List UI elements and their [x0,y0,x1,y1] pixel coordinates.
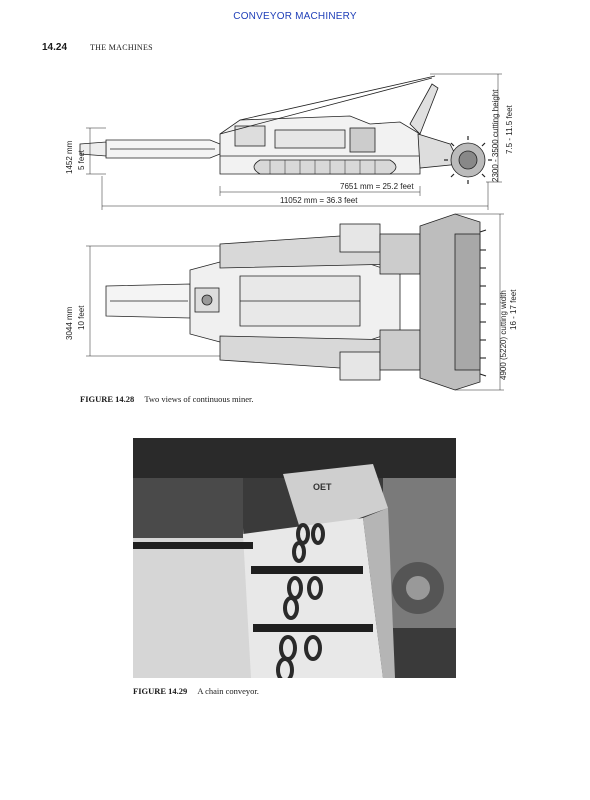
top-view-drawing [86,214,504,390]
cutting-height-mm: 2300 - 3500 cutting height [491,89,500,182]
cutting-width-mm: 4900 (5220) cutting width [499,290,508,380]
running-head: CONVEYOR MACHINERY [233,11,357,22]
figure-14-28-label: FIGURE 14.28 [80,394,135,404]
page-number: 14.24 [42,42,68,53]
side-height-ft: 5 feet [77,149,86,170]
figure-14-28-caption [80,394,254,404]
top-width-ft: 10 feet [77,305,86,330]
figure-14-28-text: Two views of continuous miner. [144,394,254,404]
section-title: THE MACHINES [90,43,153,52]
figure-14-29-caption [133,686,259,696]
figure-14-29-text: A chain conveyor. [197,686,259,696]
overall-length-dimension: 11052 mm = 36.3 feet [280,196,358,205]
body-length-dimension: 7651 mm = 25.2 feet [340,182,414,191]
chain-conveyor-photo [133,438,456,678]
cutting-height-ft: 7.5 - 11.5 feet [505,105,514,154]
side-view-drawing [80,74,502,210]
continuous-miner-drawings [40,64,530,394]
side-height-mm: 1452 mm [65,140,74,174]
top-width-mm: 3044 mm [65,306,74,340]
figure-14-29-label: FIGURE 14.29 [133,686,188,696]
cutting-width-ft: 16 - 17 feet [509,289,518,330]
equipment-marking: OET [313,482,332,492]
